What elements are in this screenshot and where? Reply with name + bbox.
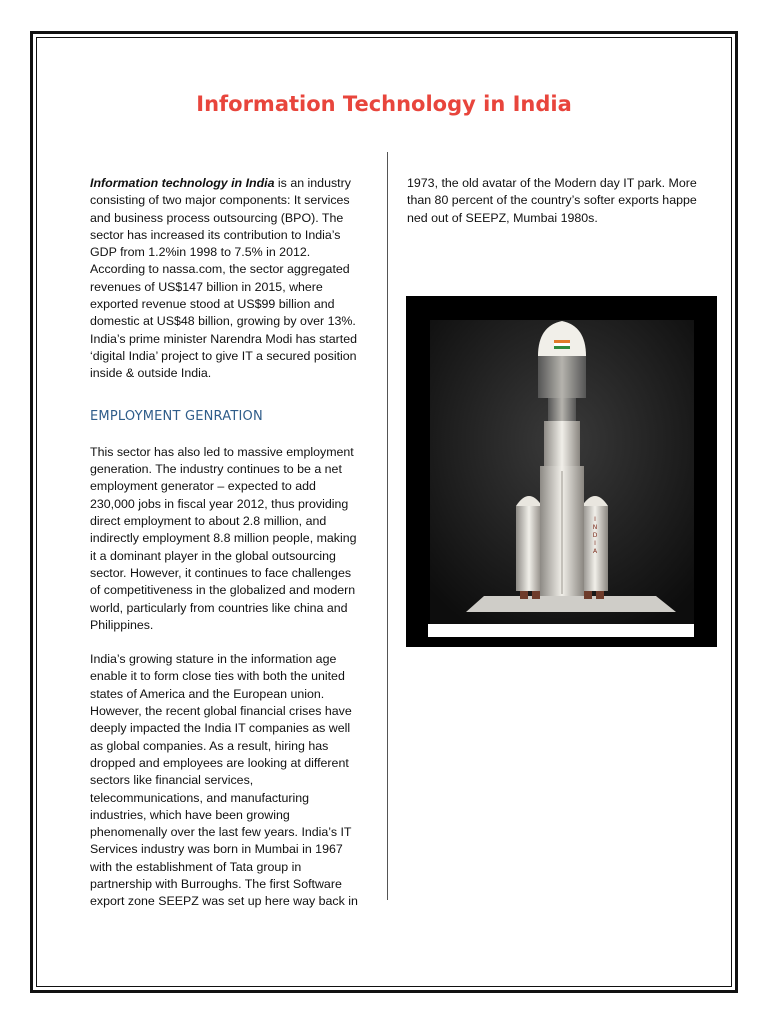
rocket-image bbox=[406, 296, 717, 647]
booster-lettering: I N D I A bbox=[592, 516, 598, 555]
intro-lead: Information technology in India bbox=[90, 176, 275, 190]
continuation-paragraph: 1973, the old avatar of the Modern day IT park. More than 80 percent of the country’s softer exports happe ned out of SEEPZ, Mumbai 1980s. bbox=[407, 176, 697, 225]
document-title: Information Technology in India bbox=[196, 92, 572, 116]
rocket-photo bbox=[406, 296, 717, 647]
section-heading: EMPLOYMENT GENRATION bbox=[90, 408, 263, 424]
intro-paragraph bbox=[90, 175, 362, 383]
intro-text: is an industry consisting of two major components: It services and business process outsourcing (BPO). The sector has increased its contribution to India’s GDP from 1.2%in 1998 to 7.5% in 2012. According to nassa.com, the sector aggregated revenues of US$147 billion in 2015, where exported revenue stood at US$99 billion and domestic at US$48 billion, growing by over 13%. India’s prime minister Narendra Modi has started ‘digital India’ project to give IT a secured position inside & outside India. bbox=[90, 176, 357, 381]
stature-paragraph: India’s growing stature in the information age enable it to form close ties with both the united states of America and the European union. However, the recent global financial crises have deeply impacted the India IT companies as well as global companies. As a result, hiring has dropped and employees are looking at different sectors like financial services, telecommunications, and manufacturing industries, which have been growing phenomenally over the last few years. India’s IT Services industry was born in Mumbai in 1967 with the establishment of Tata group in partnership with Burroughs. The first Software export zone SEEPZ was set up here way back in bbox=[90, 652, 358, 909]
column-divider bbox=[387, 152, 388, 900]
employment-paragraph: This sector has also led to massive employment generation. The industry continues to be a net employment generator – expected to add 230,000 jobs in fiscal year 2012, thus providing direct employment to about 2.8 million, and indirectly employment 8.8 million people, making it a dominant player in the global outsourcing sector. However, it continues to face challenges of competitiveness in the globalized and modern world, particularly from countries like china and Philippines. bbox=[90, 444, 357, 632]
left-column bbox=[90, 175, 362, 928]
right-column bbox=[407, 175, 699, 244]
